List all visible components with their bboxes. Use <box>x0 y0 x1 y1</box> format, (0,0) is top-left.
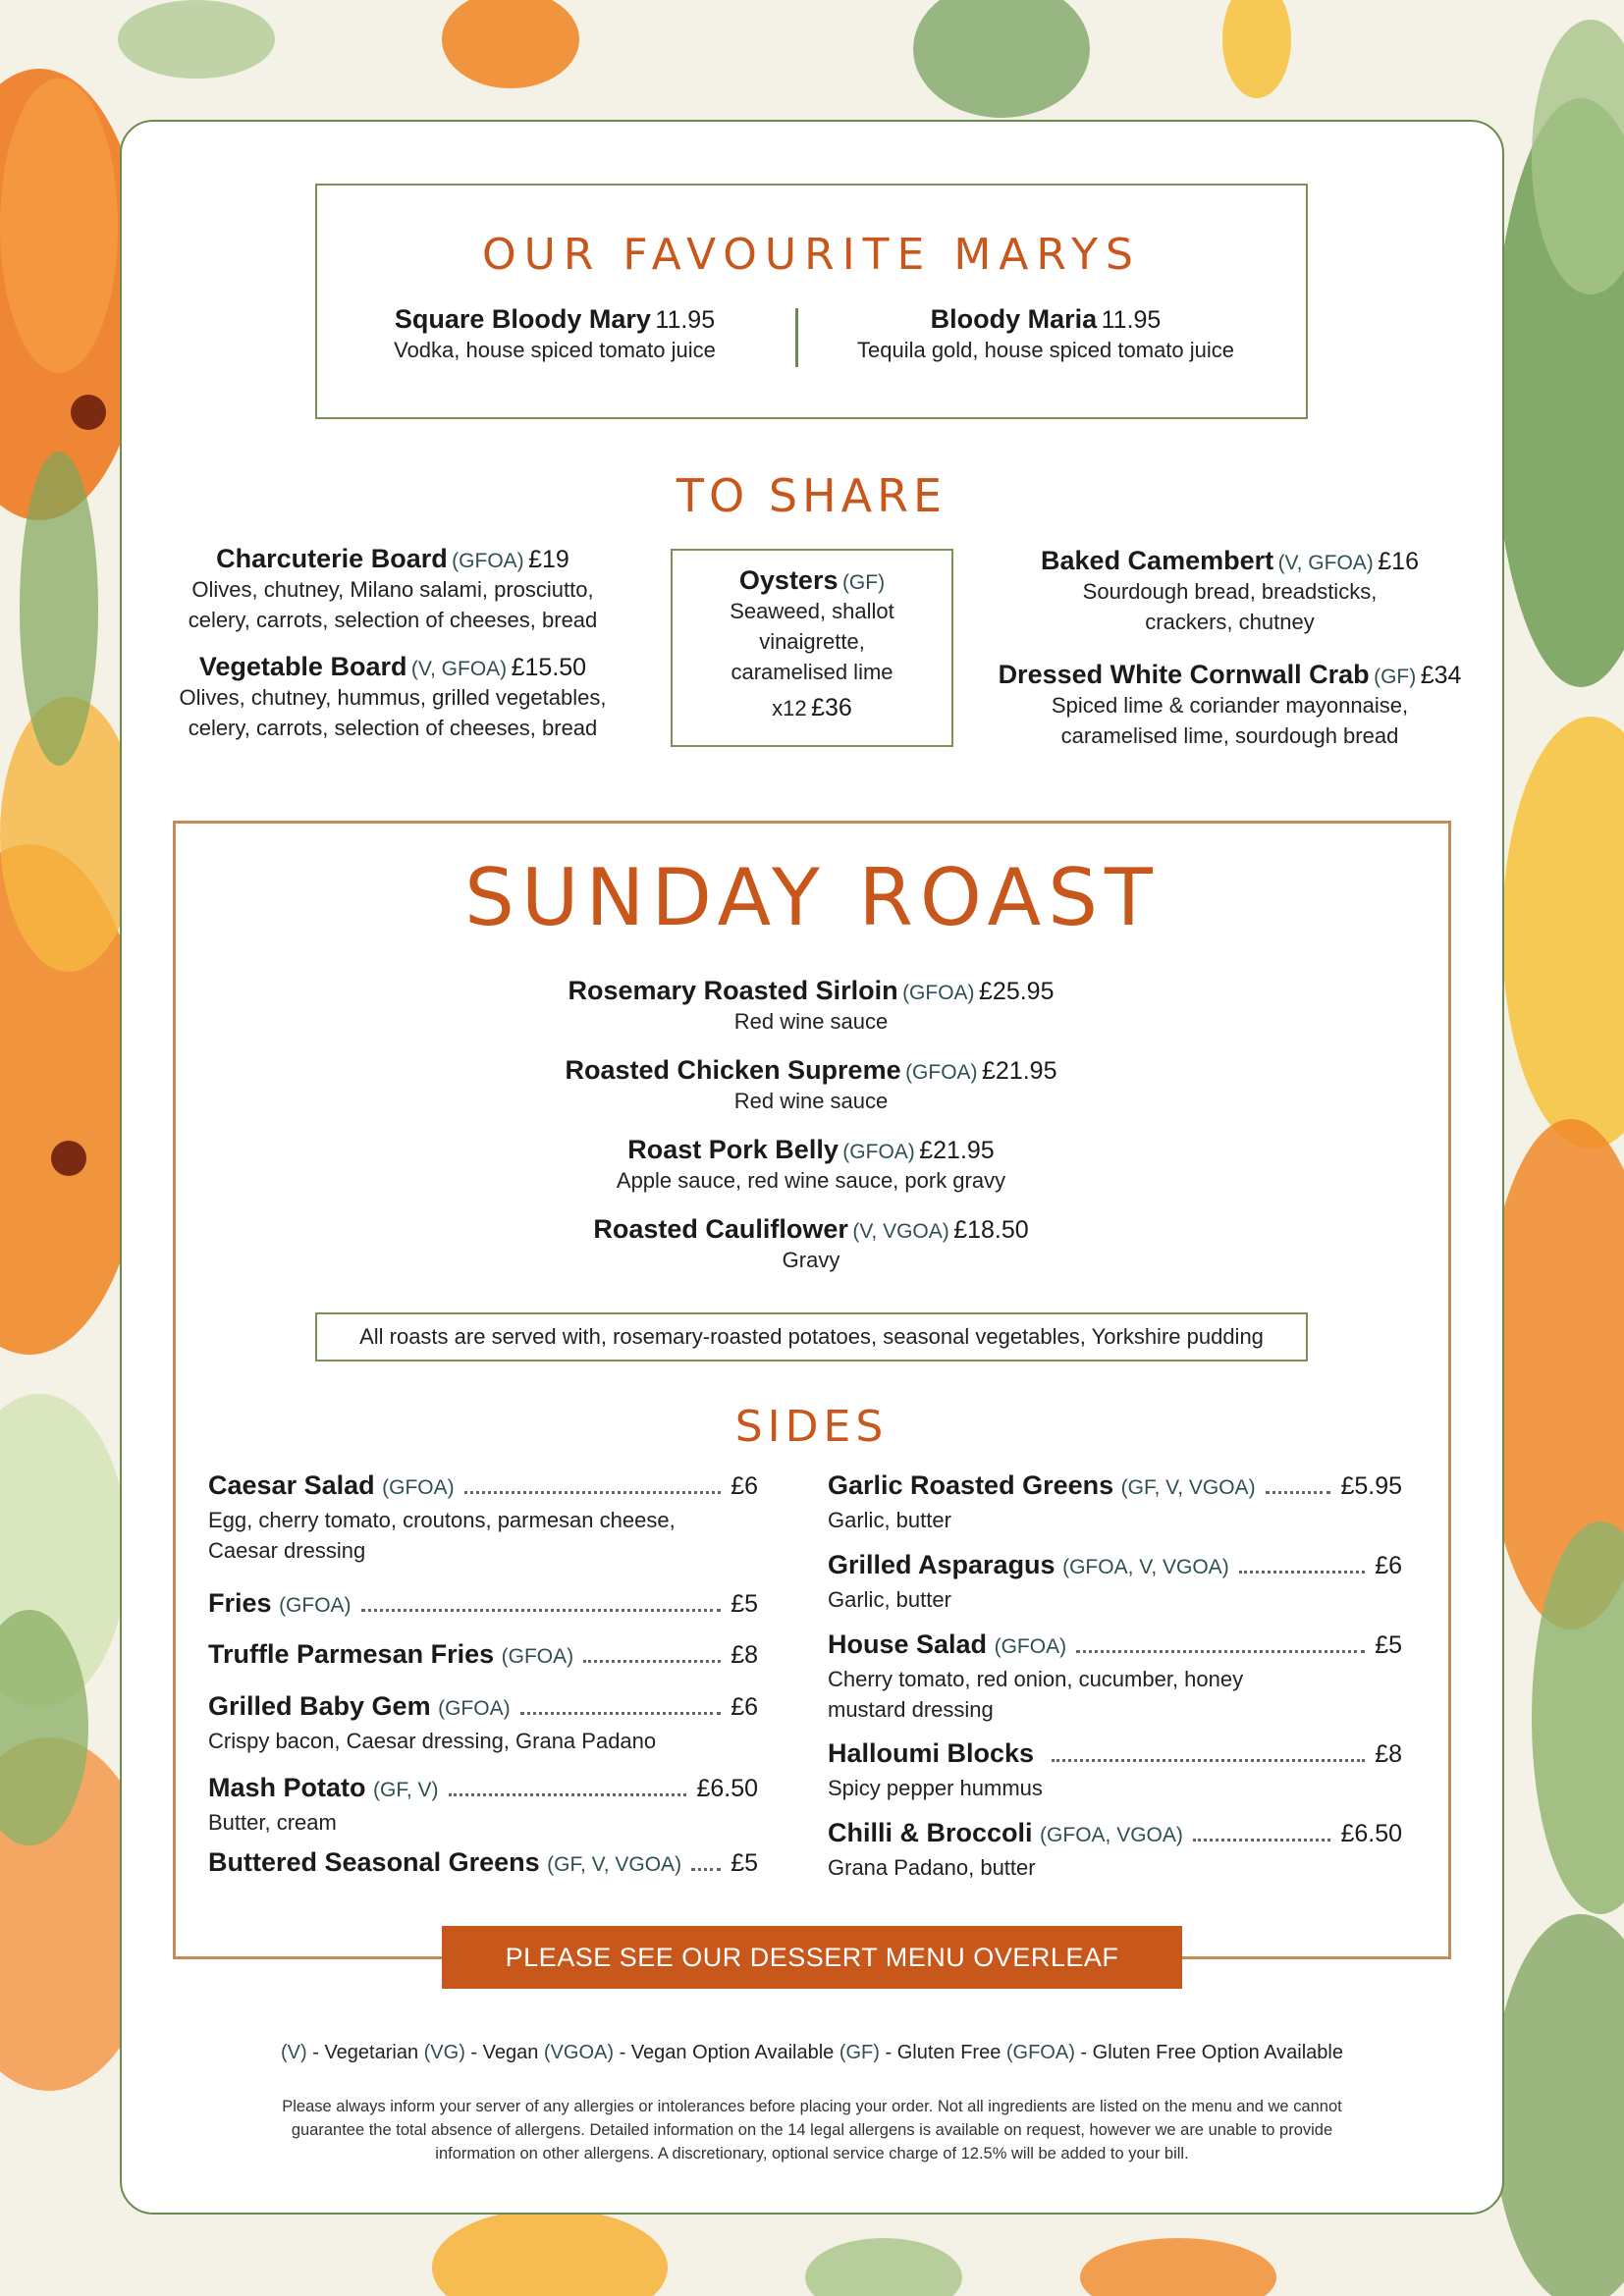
side-item-name: Caesar Salad <box>208 1470 375 1500</box>
legend-code: (GF) <box>839 2042 880 2063</box>
share-item <box>982 546 1478 637</box>
oysters-desc: Seaweed, shallot <box>730 599 894 623</box>
side-item-price: £8 <box>731 1641 758 1669</box>
dessert-menu-banner: PLEASE SEE OUR DESSERT MENU OVERLEAF <box>442 1926 1182 1989</box>
mary-desc: Tequila gold, house spiced tomato juice <box>856 338 1235 362</box>
mary-name: Bloody Maria <box>930 304 1098 334</box>
dot-leader <box>583 1660 721 1663</box>
side-item-desc: Cherry tomato, red onion, cucumber, honey <box>828 1667 1244 1691</box>
dietary-legend <box>157 2042 1467 2064</box>
side-item-name: Halloumi Blocks <box>828 1738 1035 1768</box>
share-item-name: Vegetable Board <box>198 652 407 681</box>
share-item <box>147 652 638 743</box>
roast-item-desc: Red wine sauce <box>733 1009 889 1034</box>
share-item-desc: Spiced lime & coriander mayonnaise, <box>1051 693 1409 718</box>
mary-desc: Vodka, house spiced tomato juice <box>394 338 716 362</box>
roast-item-name: Roasted Cauliflower <box>593 1214 848 1244</box>
dot-leader <box>1076 1650 1365 1653</box>
side-item-price: £6 <box>731 1472 758 1500</box>
side-item <box>828 1470 1402 1535</box>
roast-item-tag: (GFOA) <box>842 1141 915 1163</box>
side-item-desc: Butter, cream <box>208 1810 337 1835</box>
side-item-tag: (GF, V, VGOA) <box>1120 1476 1256 1499</box>
dot-leader <box>361 1609 722 1612</box>
roast-item-price: £21.95 <box>919 1137 995 1164</box>
dot-leader <box>691 1868 721 1871</box>
side-item-name: Grilled Asparagus <box>828 1550 1056 1579</box>
oysters-price: £36 <box>811 694 852 721</box>
side-item <box>828 1738 1402 1803</box>
share-item-desc: celery, carrots, selection of cheeses, bread <box>188 716 598 740</box>
mary-price: 11.95 <box>1101 306 1162 334</box>
roast-item-tag: (GFOA) <box>902 982 975 1004</box>
dot-leader <box>464 1491 722 1494</box>
marys-heading: OUR FAVOURITE MARYS <box>482 230 1141 280</box>
oysters-item <box>671 565 953 723</box>
share-item-desc: Olives, chutney, hummus, grilled vegetables, <box>179 685 607 710</box>
oysters-qty: x12 <box>772 696 807 721</box>
side-item-name: Grilled Baby Gem <box>208 1691 431 1721</box>
mary-price: 11.95 <box>655 306 716 334</box>
legend-label: - Vegan <box>464 2042 544 2063</box>
share-heading: TO SHARE <box>676 469 947 522</box>
oysters-tag: (GF) <box>841 571 886 594</box>
share-item-tag: (GFOA) <box>452 550 524 572</box>
side-item-desc: Garlic, butter <box>828 1508 951 1532</box>
oysters-desc: caramelised lime <box>731 660 893 684</box>
legend-label: - Vegetarian <box>306 2042 424 2063</box>
roast-item-name: Rosemary Roasted Sirloin <box>568 976 898 1005</box>
side-item-tag: (GFOA) <box>994 1635 1067 1658</box>
share-item-tag: (V, GFOA) <box>410 658 508 680</box>
side-item <box>208 1691 758 1756</box>
share-item-tag: (V, GFOA) <box>1277 552 1374 574</box>
share-item-desc: celery, carrots, selection of cheeses, bread <box>188 608 598 632</box>
side-item-desc: Caesar dressing <box>208 1538 366 1563</box>
roast-item <box>320 1055 1302 1116</box>
share-item-desc: caramelised lime, sourdough bread <box>1060 723 1399 748</box>
side-item-desc: Egg, cherry tomato, croutons, parmesan cheese, <box>208 1508 676 1532</box>
side-item <box>208 1847 758 1878</box>
side-item-price: £8 <box>1375 1740 1402 1768</box>
roast-item <box>320 976 1302 1037</box>
side-item-name: Chilli & Broccoli <box>828 1818 1033 1847</box>
legend-code: (VGOA) <box>543 2042 615 2063</box>
roast-item-name: Roasted Chicken Supreme <box>565 1055 901 1085</box>
side-item-tag: (GF, V) <box>373 1779 439 1801</box>
roast-item-price: £18.50 <box>953 1216 1029 1244</box>
roast-heading: SUNDAY ROAST <box>464 852 1160 943</box>
allergen-notice <box>236 2095 1388 2165</box>
side-item-tag: (GFOA) <box>438 1697 511 1720</box>
roast-item-price: £25.95 <box>979 978 1055 1005</box>
roast-item <box>320 1135 1302 1196</box>
side-item <box>208 1470 758 1566</box>
roast-item-desc: Red wine sauce <box>733 1089 889 1113</box>
legend-code: (VG) <box>423 2042 465 2063</box>
side-item-desc: Grana Padano, butter <box>828 1855 1036 1880</box>
share-item-name: Baked Camembert <box>1041 546 1274 575</box>
dot-leader <box>520 1712 722 1715</box>
roast-item-desc: Gravy <box>782 1248 840 1272</box>
side-item-price: £6.50 <box>1340 1820 1402 1847</box>
side-item-tag: (GFOA) <box>279 1594 352 1617</box>
share-item-price: £15.50 <box>511 654 587 681</box>
side-item-price: £6.50 <box>696 1775 758 1802</box>
allergen-line: Please always inform your server of any allergies or intolerances before placing your order. Not all ingredients are listed on the menu and we cannot <box>282 2098 1342 2115</box>
side-item-name: Truffle Parmesan Fries <box>208 1639 495 1669</box>
legend-label: - Gluten Free Option Available <box>1074 2042 1343 2063</box>
dot-leader <box>449 1793 687 1796</box>
sides-heading: SIDES <box>734 1402 889 1452</box>
side-item-price: £5 <box>1375 1631 1402 1659</box>
side-item-name: Garlic Roasted Greens <box>828 1470 1114 1500</box>
roast-item-price: £21.95 <box>982 1057 1057 1085</box>
side-item-desc: Spicy pepper hummus <box>828 1776 1043 1800</box>
share-item <box>147 544 638 635</box>
side-item-price: £5 <box>731 1590 758 1618</box>
legend-code: (V) <box>281 2042 307 2063</box>
side-item-price: £5.95 <box>1340 1472 1402 1500</box>
share-item <box>982 660 1478 751</box>
side-item-desc: Garlic, butter <box>828 1587 951 1612</box>
oysters-desc: vinaigrette, <box>759 629 865 654</box>
side-item-name: Buttered Seasonal Greens <box>208 1847 540 1877</box>
marys-divider <box>795 308 798 367</box>
side-item-tag: (GFOA) <box>382 1476 455 1499</box>
side-item-tag: (GFOA, VGOA) <box>1040 1824 1183 1846</box>
side-item-tag: (GF, V, VGOA) <box>547 1853 682 1876</box>
mary-item <box>334 304 776 365</box>
share-item-desc: Sourdough bread, breadsticks, <box>1082 579 1378 604</box>
side-item <box>828 1629 1402 1725</box>
side-item <box>828 1550 1402 1615</box>
share-item-name: Dressed White Cornwall Crab <box>998 660 1370 689</box>
roast-item-desc: Apple sauce, red wine sauce, pork gravy <box>616 1168 1006 1193</box>
legend-label: - Gluten Free <box>879 2042 1006 2063</box>
marys-box <box>315 184 1308 419</box>
share-item-name: Charcuterie Board <box>216 544 448 573</box>
legend-code: (GFOA) <box>1005 2042 1075 2063</box>
dot-leader <box>1266 1491 1331 1494</box>
share-item-price: £34 <box>1420 662 1462 689</box>
side-item-price: £6 <box>731 1693 758 1721</box>
side-item <box>208 1639 758 1670</box>
dot-leader <box>1052 1759 1366 1762</box>
share-item-price: £19 <box>528 546 569 573</box>
side-item-desc: mustard dressing <box>828 1697 994 1722</box>
side-item-price: £6 <box>1375 1552 1402 1579</box>
side-item-price: £5 <box>731 1849 758 1877</box>
roast-item-tag: (GFOA) <box>905 1061 978 1084</box>
side-item-tag: (GFOA) <box>501 1645 574 1668</box>
mary-item <box>820 304 1272 365</box>
mary-name: Square Bloody Mary <box>394 304 651 334</box>
share-item-tag: (GF) <box>1374 666 1417 688</box>
allergen-line: information on other allergens. A discretionary, optional service charge of 12.5% will be added to your bill. <box>435 2145 1189 2163</box>
share-item-desc: crackers, chutney <box>1145 610 1315 634</box>
side-item-desc: Crispy bacon, Caesar dressing, Grana Padano <box>208 1729 657 1753</box>
roast-item <box>320 1214 1302 1275</box>
side-item <box>828 1818 1402 1883</box>
legend-label: - Vegan Option Available <box>614 2042 839 2063</box>
roast-note: All roasts are served with, rosemary-roasted potatoes, seasonal vegetables, Yorkshire pudding <box>359 1324 1264 1349</box>
allergen-line: guarantee the total absence of allergens. Detailed information on the 14 legal allergens is available on request, however we are unable to provide <box>291 2121 1333 2139</box>
side-item <box>208 1588 758 1619</box>
dot-leader <box>1239 1571 1366 1574</box>
oysters-name: Oysters <box>738 565 839 595</box>
share-item-desc: Olives, chutney, Milano salami, prosciutto, <box>191 577 594 602</box>
side-item-tag: (GFOA, V, VGOA) <box>1062 1556 1229 1578</box>
side-item-name: Mash Potato <box>208 1773 366 1802</box>
side-item <box>208 1773 758 1838</box>
side-item-name: Fries <box>208 1588 272 1618</box>
side-item-name: House Salad <box>828 1629 988 1659</box>
roast-item-tag: (V, VGOA) <box>852 1220 949 1243</box>
share-item-price: £16 <box>1378 548 1419 575</box>
dot-leader <box>1193 1839 1331 1842</box>
roast-item-name: Roast Pork Belly <box>627 1135 839 1164</box>
